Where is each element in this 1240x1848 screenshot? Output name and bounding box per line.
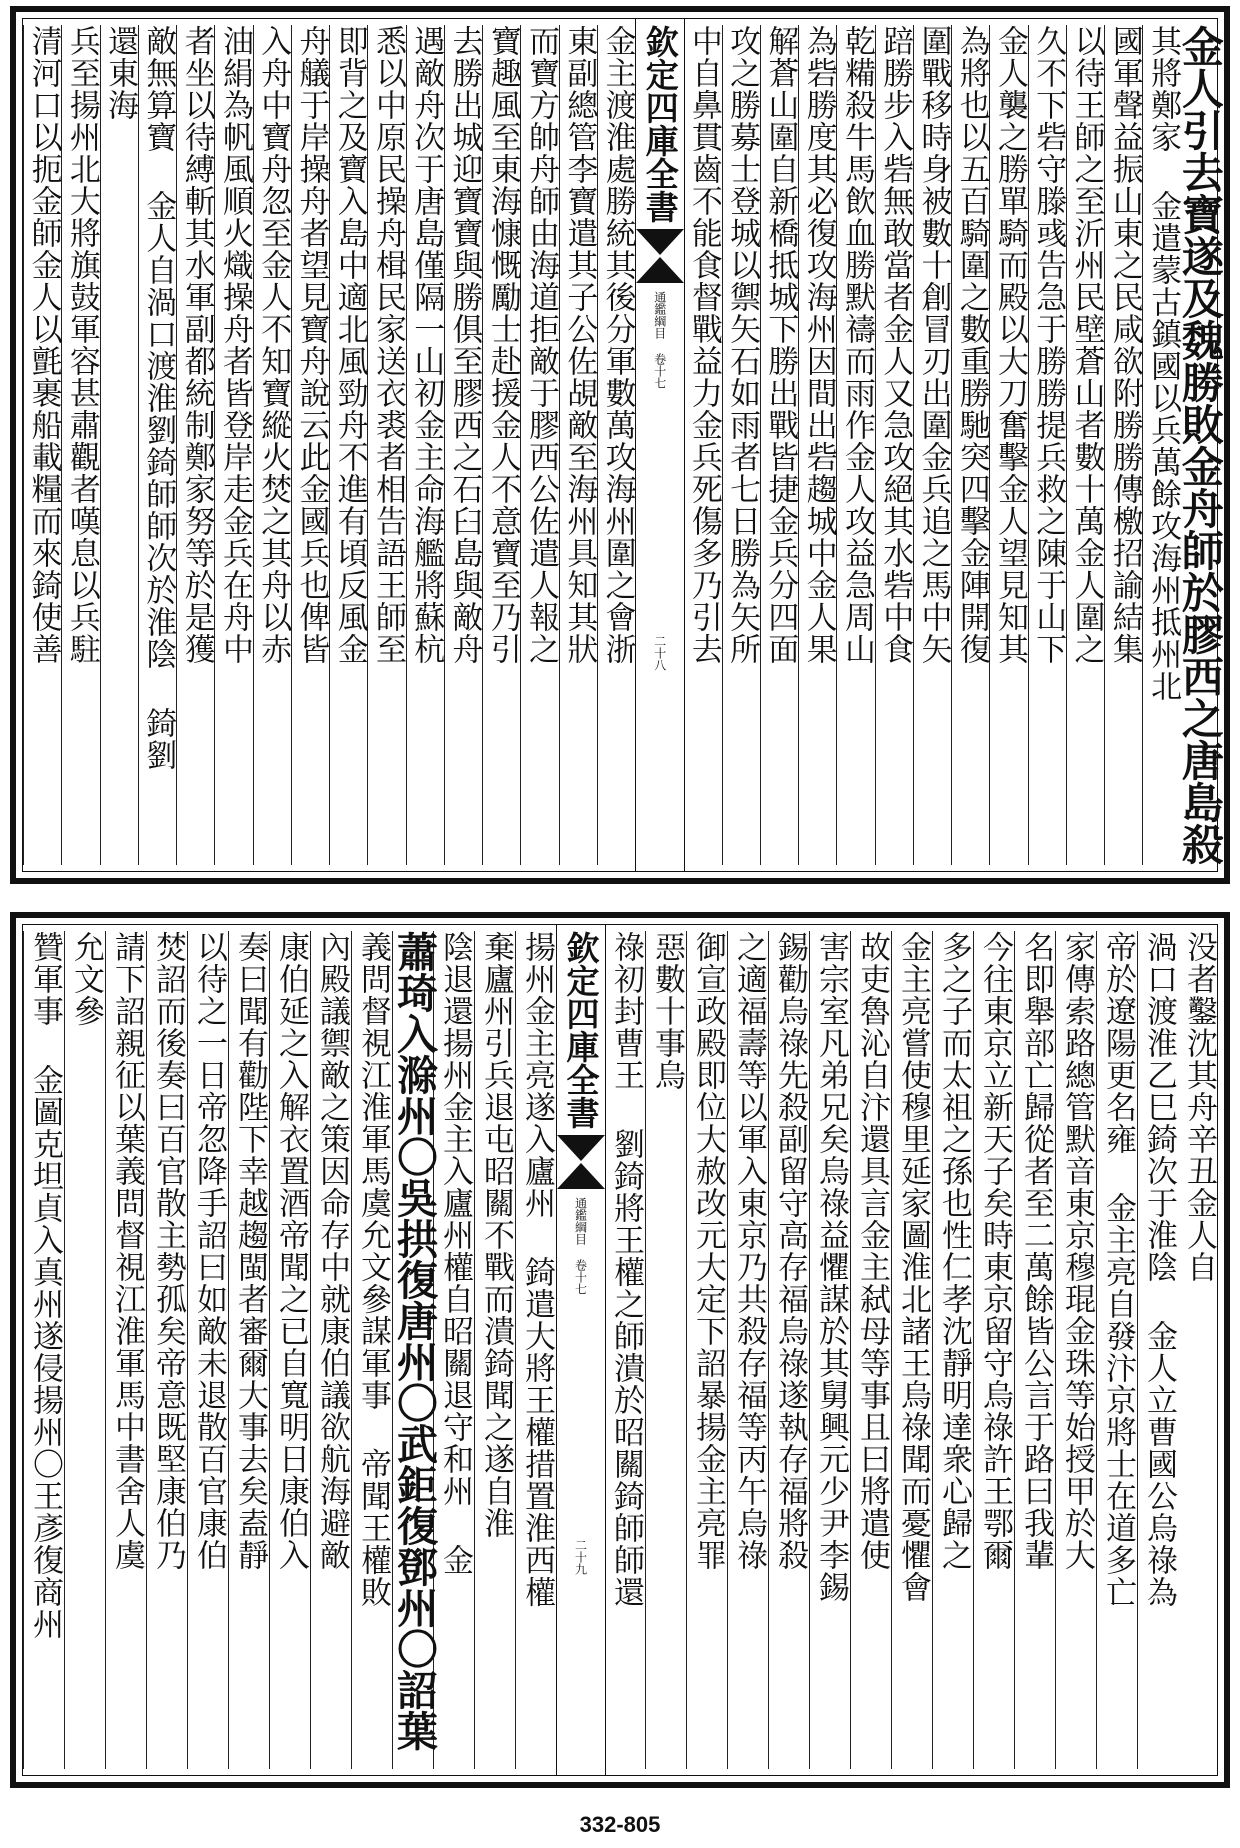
fish-tail-mark-icon <box>557 1135 605 1161</box>
text-column <box>520 25 559 865</box>
column-text: 害宗室凡弟兄矣烏祿益懼謀於其舅興元少尹李錫 <box>813 931 849 1603</box>
column-text: 悉以中原民操舟楫民家送衣裘者相告語王師至 <box>370 25 407 665</box>
text-column <box>406 25 445 865</box>
column-text: 祿初封曹王 劉錡將王權之師潰於昭關錡師師還 <box>608 931 644 1608</box>
column-text: 攻之勝募士登城以禦矢石如雨者七日勝為矢所 <box>724 25 761 665</box>
column-text: 以待王師之至沂州民壁蒼山者數十萬金人圍之 <box>1068 25 1105 665</box>
column-text: 久不下砦守滕彧告急于勝勝提兵救之陳于山下 <box>1030 25 1067 665</box>
column-text: 金主亮嘗使穆里延家圖淮北諸王烏祿聞而憂懼會 <box>895 931 931 1603</box>
column-text: 國軍聲益振山東之民咸欲附勝勝傳檄招諭結集 <box>1106 25 1143 665</box>
column-text: 錫勸烏祿先殺副留守高存福烏祿遂執存福將殺 <box>772 931 808 1571</box>
text-column <box>1104 25 1143 865</box>
text-column <box>1066 25 1105 865</box>
gutter-page-number: 二十九 <box>573 1539 588 1575</box>
column-text: 者坐以待縛斬其水軍副都統制鄭家努等於是獲 <box>178 25 215 665</box>
column-text: 陰退還揚州金主入廬州權自昭關退守和州 金 <box>437 931 473 1576</box>
heading-column-text: 金人引去寶遂及魏勝敗金舟師於膠西之唐島殺 <box>1175 25 1225 865</box>
text-column <box>23 25 62 865</box>
column-text: 没者鑿沈其舟辛丑金人自 <box>1181 931 1217 1283</box>
column-text: 帝於遼陽更名雍 金主亮自發汴京將士在道多亡 <box>1100 931 1136 1608</box>
column-text: 其將鄭家 金遣蒙古鎮國以兵萬餘攻海州抵州北 <box>1145 25 1182 702</box>
text-column <box>913 25 952 865</box>
text-column <box>61 25 100 865</box>
text-column <box>146 931 188 1769</box>
text-column <box>559 25 598 865</box>
column-text: 圍戰移時身被數十創冒刃出圍金兵追之馬中矢 <box>915 25 952 665</box>
column-text: 義問督視江淮軍馬虞允文參謀軍事 帝聞王權敗 <box>355 931 391 1608</box>
column-text: 惡數十事烏 <box>649 931 685 1091</box>
column-text: 金人襲之勝單騎而殿以大刀奮擊金人望見知其 <box>992 25 1029 665</box>
bottom-page-frame <box>10 912 1230 1788</box>
column-text: 故吏魯沁自汴還具言金主弑母等事且曰將遣使 <box>854 931 890 1571</box>
top-page-columns <box>22 18 1225 872</box>
column-text: 為將也以五百騎圍之數重勝馳突四擊金陣開復 <box>953 25 990 665</box>
column-text: 渦口渡淮乙巳錡次于淮陰 金人立曹國公烏祿為 <box>1141 931 1177 1608</box>
page-gutter <box>635 19 685 871</box>
text-column <box>768 931 810 1769</box>
text-column <box>836 25 875 865</box>
text-column <box>1137 931 1179 1769</box>
column-text: 棄廬州引兵退屯昭關不戰而潰錡聞之遂自淮 <box>478 931 514 1539</box>
column-text: 請下詔親征以葉義問督視江淮軍馬中書舍人虞 <box>109 931 145 1571</box>
column-text: 東副總管李寶遣其子公佐覘敵至海州具知其狀 <box>561 25 598 665</box>
text-column <box>228 931 270 1769</box>
text-column <box>989 25 1028 865</box>
text-column <box>951 25 990 865</box>
text-column <box>850 931 892 1769</box>
column-text: 之適福壽等以軍入東京乃共殺存福等丙午烏祿 <box>731 931 767 1571</box>
text-column <box>214 25 253 865</box>
text-column <box>444 25 483 865</box>
text-column <box>474 931 516 1769</box>
text-column <box>105 931 147 1769</box>
top-page-frame <box>10 6 1230 884</box>
text-column <box>291 25 330 865</box>
text-column <box>809 931 851 1769</box>
text-column <box>683 25 722 865</box>
text-column <box>100 25 139 865</box>
fish-tail-mark-icon <box>636 229 684 255</box>
text-column <box>482 25 521 865</box>
text-column <box>1014 931 1056 1769</box>
text-column <box>597 25 636 865</box>
text-column <box>760 25 799 865</box>
column-text: 而寶方帥舟師由海道拒敵于膠西公佐遣人報之 <box>523 25 560 665</box>
heading-column-text: 蕭琦入滁州〇吳拱復唐州〇武鉅復鄧州〇詔葉 <box>390 931 438 1751</box>
text-column <box>310 931 352 1769</box>
column-text: 舟艤于岸操舟者望見寶舟說云此金國兵也俾皆 <box>293 25 330 665</box>
fish-tail-mark-icon <box>636 257 684 283</box>
text-column <box>269 931 311 1769</box>
text-column <box>932 931 974 1769</box>
column-text: 去勝出城迎寶寶與勝俱至膠西之石臼島與敵舟 <box>446 25 483 665</box>
text-column <box>1028 25 1067 865</box>
column-text: 名即舉部亡歸從者至二萬餘皆公言于路曰我輩 <box>1018 931 1054 1571</box>
bottom-page-columns <box>22 924 1218 1776</box>
text-column <box>1142 25 1181 865</box>
column-text: 乾糒殺牛馬飲血勝默禱而雨作金人攻益急周山 <box>838 25 875 665</box>
column-text: 入舟中寶舟忽至金人不知寶縱火焚之其舟以赤 <box>255 25 292 665</box>
text-column <box>875 25 914 865</box>
text-column <box>1178 931 1219 1769</box>
column-text: 金主渡淮處勝統其後分軍數萬攻海州圍之會浙 <box>599 25 636 665</box>
column-text: 還東海 <box>102 25 139 121</box>
column-text: 油絹為帆風順火熾操舟者皆登岸走金兵在舟中 <box>216 25 253 665</box>
column-text: 為砦勝度其必復攻海州因間出砦趨城中金人果 <box>800 25 837 665</box>
text-column <box>390 931 438 1769</box>
column-text: 奏曰聞有勸陛下幸越趨閩者審爾大事去矣盍靜 <box>232 931 268 1571</box>
text-column <box>329 25 368 865</box>
text-column <box>367 25 406 865</box>
column-text: 解蒼山圍自新橋抵城下勝出戰皆捷金兵分四面 <box>762 25 799 665</box>
gutter-volume-note: 通鑑綱目 卷十七 <box>573 1197 588 1295</box>
column-text: 康伯延之入解衣置酒帝聞之已自寬明日康伯入 <box>273 931 309 1571</box>
text-column <box>64 931 106 1769</box>
text-column <box>515 931 557 1769</box>
column-text: 以待之一日帝忽降手詔曰如敵未退散百官康伯 <box>191 931 227 1571</box>
column-text: 贊軍事 金圖克坦貞入真州遂侵揚州〇王彥復商州 <box>27 931 63 1640</box>
text-column <box>891 931 933 1769</box>
column-text: 焚詔而後奏曰百官散主勢孤矣帝意既堅康伯乃 <box>150 931 186 1571</box>
gutter-page-number: 二十八 <box>652 635 667 671</box>
text-column <box>1055 931 1097 1769</box>
text-column <box>1096 931 1138 1769</box>
column-text: 今往東京立新天子矣時東京留守烏祿許王鄂爾 <box>977 931 1013 1571</box>
text-column <box>686 931 728 1769</box>
text-column <box>604 931 646 1769</box>
column-text: 揚州金主亮遂入廬州 錡遣大將王權措置淮西權 <box>519 931 555 1608</box>
column-text: 敵無算寶 金人自渦口渡淮劉錡師師次於淮陰 錡劉 <box>140 25 177 771</box>
column-text: 即背之及寶入島中適北風勁舟不進有頃反風金 <box>331 25 368 665</box>
text-column <box>176 25 215 865</box>
page-number: 332-805 <box>579 1812 661 1837</box>
column-text: 踣勝步入砦無敢當者金人又急攻絕其水砦中食 <box>877 25 914 665</box>
column-text: 中自鼻貫齒不能食督戰益力金兵死傷多乃引去 <box>685 25 722 665</box>
text-column <box>187 931 229 1769</box>
gutter-title: 欽定四庫全書 <box>561 931 601 1129</box>
text-column <box>253 25 292 865</box>
text-column <box>351 931 393 1769</box>
column-text: 內殿議禦敵之策因命存中就康伯議欲航海避敵 <box>314 931 350 1571</box>
column-text: 清河口以扼金師金人以氈裹船載糧而來錡使善 <box>25 25 62 665</box>
column-text: 多之子而太祖之孫也性仁孝沈靜明達衆心歸之 <box>936 931 972 1571</box>
text-column <box>138 25 177 865</box>
text-column <box>1175 25 1225 865</box>
column-text: 家傳索路總管默音東京穆琨金珠等始授甲於大 <box>1059 931 1095 1571</box>
column-text: 允文參 <box>68 931 104 1027</box>
text-column <box>433 931 475 1769</box>
text-column <box>798 25 837 865</box>
column-text: 御宣政殿即位大赦改元大定下詔暴揚金主亮罪 <box>690 931 726 1571</box>
text-column <box>23 931 65 1769</box>
gutter-title: 欽定四庫全書 <box>640 25 680 223</box>
text-column <box>722 25 761 865</box>
text-column <box>645 931 687 1769</box>
column-text: 寶趣風至東海慷慨勵士赴援金人不意寶至乃引 <box>484 25 521 665</box>
text-column <box>973 931 1015 1769</box>
column-text: 遇敵舟次于唐島僅隔一山初金主命海艦將蘇杭 <box>408 25 445 665</box>
text-column <box>727 931 769 1769</box>
page-gutter <box>556 925 606 1775</box>
gutter-volume-note: 通鑑綱目 卷十七 <box>652 291 667 389</box>
column-text: 兵至揚州北大將旗鼓軍容甚肅觀者嘆息以兵駐 <box>63 25 100 665</box>
fish-tail-mark-icon <box>557 1163 605 1189</box>
